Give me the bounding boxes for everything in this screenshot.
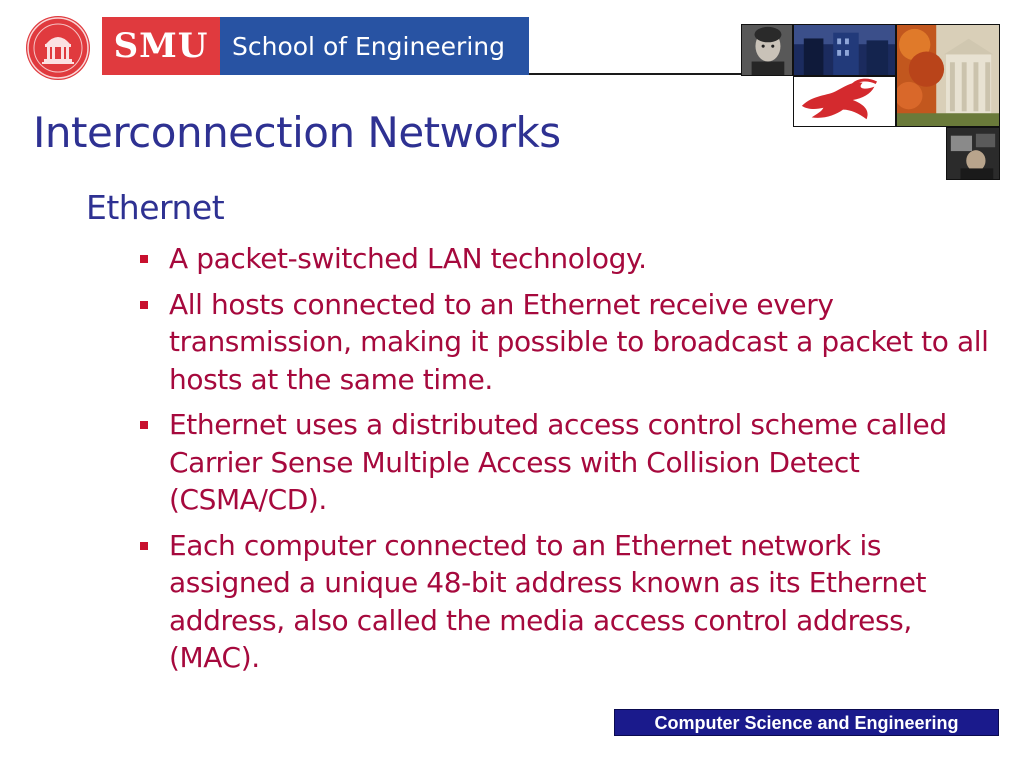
student-portrait-photo [741,24,793,76]
bullet-list [138,240,1008,685]
school-banner [220,17,529,75]
bullet-text: A packet-switched LAN technology. [169,242,647,275]
school-banner-text: School of Engineering [232,31,505,61]
smu-logo [102,17,220,75]
bullet-text: Ethernet uses a distributed access control scheme called Carrier Sense Multiple Access with Collision Detect (CSMA/CD). [169,408,947,516]
campus-building-photo [793,24,896,76]
mustang-logo-icon [793,76,896,127]
bullet-item [138,406,1008,519]
campus-autumn-photo [896,24,1000,127]
slide-title: Interconnection Networks [33,108,561,157]
computer-lab-photo [946,127,1000,180]
bullet-text: All hosts connected to an Ethernet receive every transmission, making it possible to broadcast a packet to all hosts at the same time. [169,287,989,396]
university-seal-icon [26,16,90,80]
footer-department-label: Computer Science and Engineering [614,709,999,736]
smu-logo-text: SMU [113,26,209,66]
bullet-text: Each computer connected to an Ethernet network is assigned a unique 48-bit address known as its Ethernet address, also called the media access control address, (MAC). [169,528,927,674]
bullet-item [138,286,1008,399]
square-bullet-icon [140,301,148,309]
section-heading: Ethernet [86,188,225,227]
square-bullet-icon [140,421,148,429]
bullet-item [138,527,1008,677]
square-bullet-icon [140,255,148,263]
bullet-item [138,240,1008,278]
header-divider [529,73,741,75]
square-bullet-icon [140,542,148,550]
